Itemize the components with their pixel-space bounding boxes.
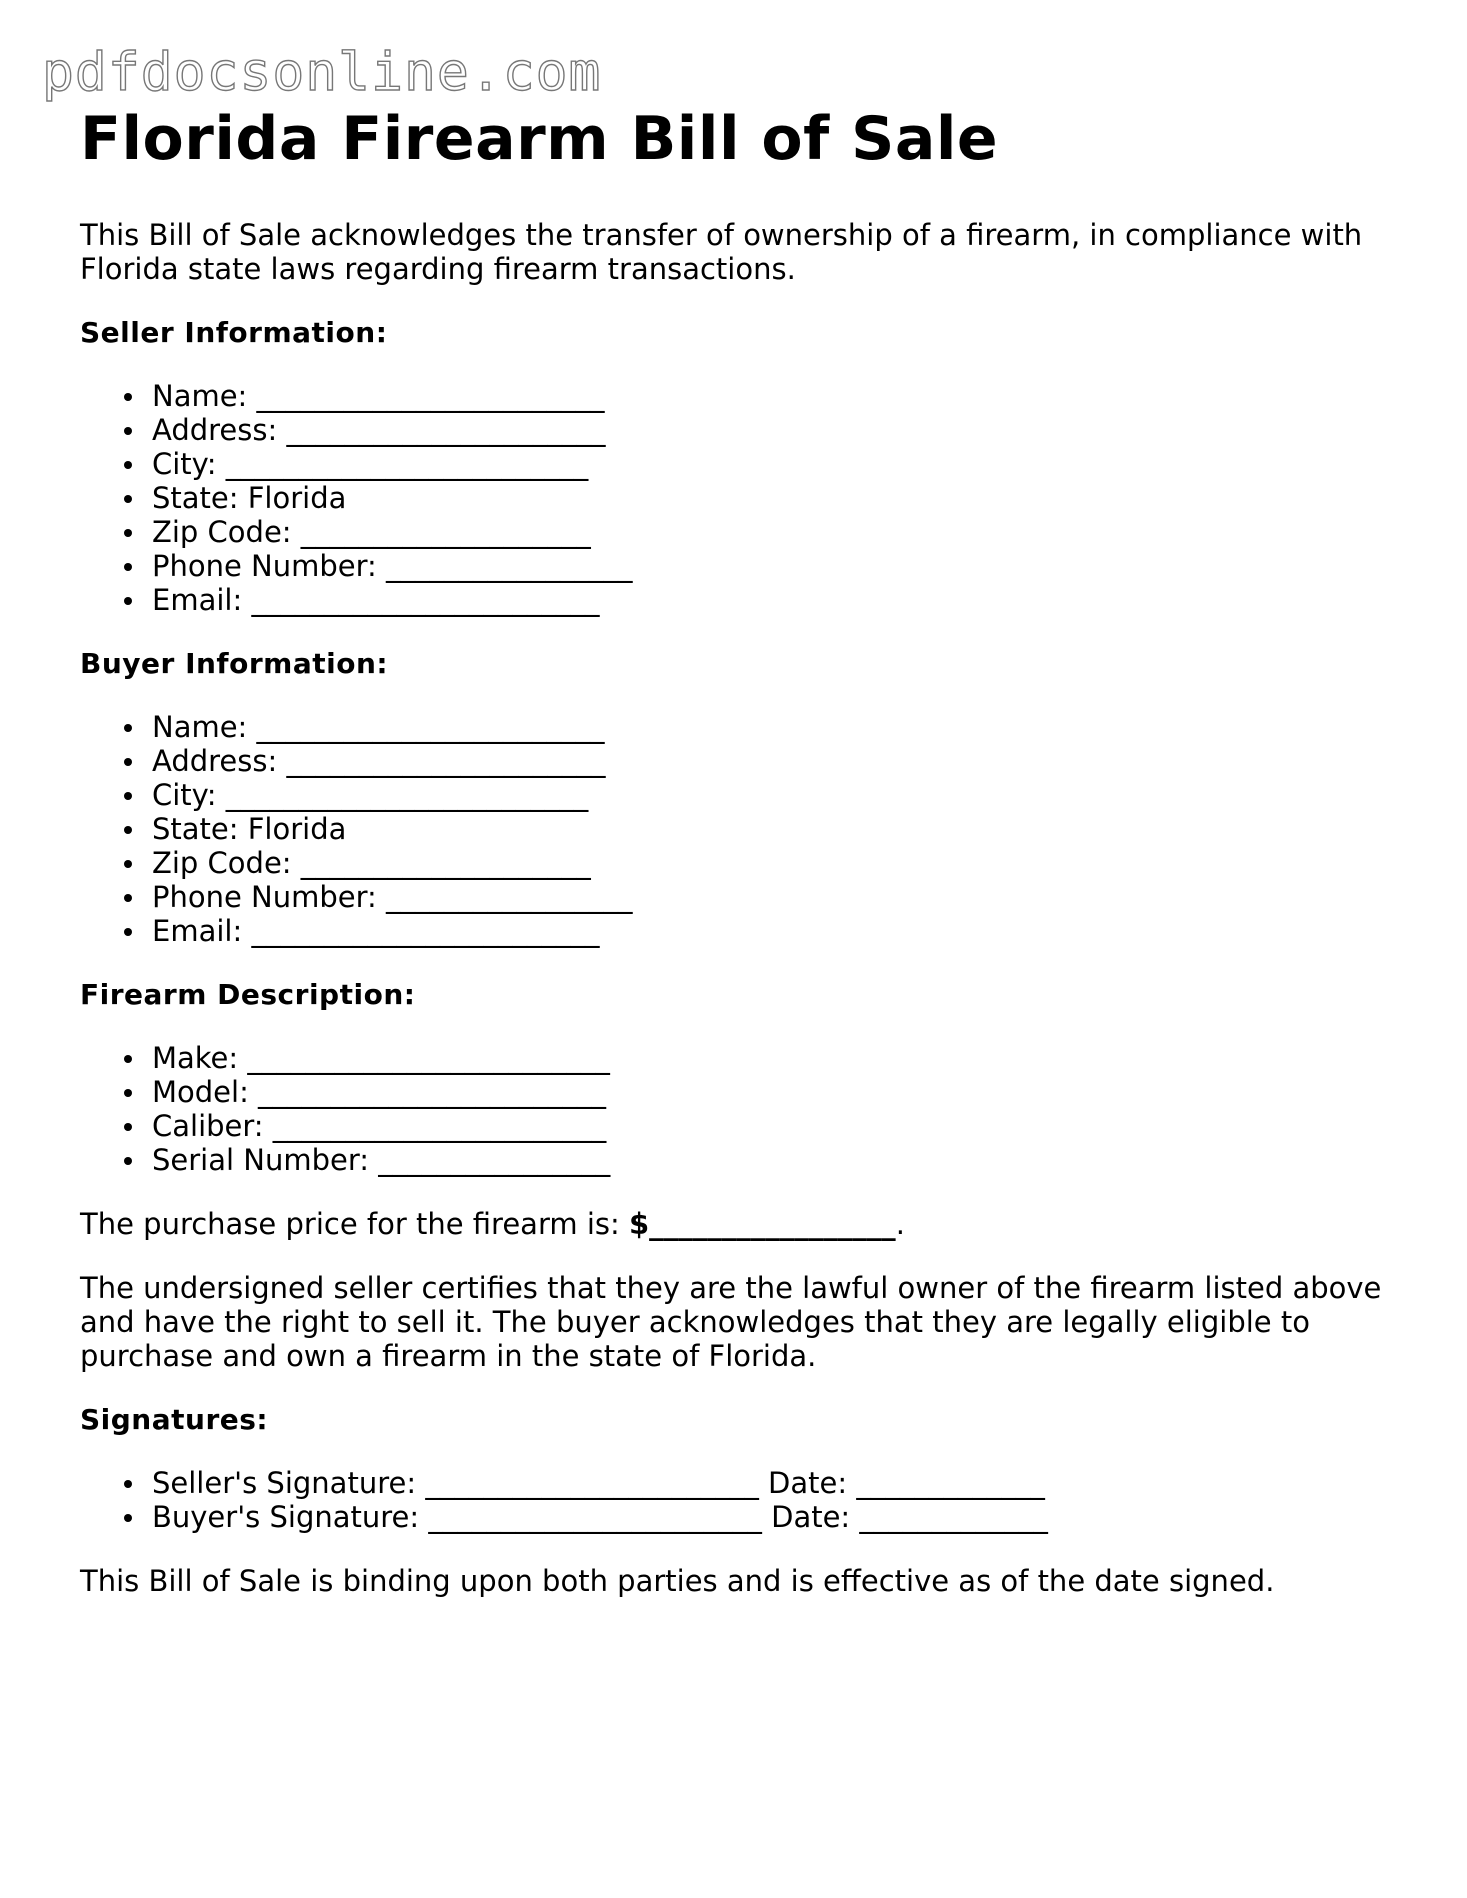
- seller-state-field: State: Florida: [152, 481, 1400, 515]
- buyer-address-field: Address: ______________________: [152, 744, 1400, 778]
- purchase-price-line: [80, 1207, 1400, 1241]
- purchase-price-text: The purchase price for the firearm is:: [80, 1207, 629, 1241]
- buyer-heading: Buyer Information:: [80, 647, 389, 680]
- buyer-fields-list: [80, 710, 1400, 948]
- seller-heading: Seller Information:: [80, 316, 388, 349]
- seller-zip-field: Zip Code: ____________________: [152, 515, 1400, 549]
- buyer-signature-line: Buyer's Signature: _______________________ Date: _____________: [152, 1500, 1400, 1534]
- seller-address-field: Address: ______________________: [152, 413, 1400, 447]
- seller-signature-line: Seller's Signature: _______________________ Date: _____________: [152, 1466, 1400, 1500]
- document-page: [80, 104, 1400, 1598]
- seller-city-field: City: _________________________: [152, 447, 1400, 481]
- signatures-list: [80, 1466, 1400, 1534]
- certification-paragraph: The undersigned seller certifies that they are the lawful owner of the firearm listed above and have the right to sell it. The buyer acknowledges that they are legally eligible to purchase and own a firearm in the state of Florida.: [80, 1271, 1382, 1373]
- purchase-price-amount: $_________________: [629, 1207, 896, 1241]
- seller-name-field: Name: ________________________: [152, 379, 1400, 413]
- buyer-phone-field: Phone Number: _________________: [152, 880, 1400, 914]
- buyer-zip-field: Zip Code: ____________________: [152, 846, 1400, 880]
- seller-fields-list: [80, 379, 1400, 617]
- signatures-heading: Signatures:: [80, 1403, 269, 1436]
- firearm-make-field: Make: _________________________: [152, 1041, 1400, 1075]
- purchase-price-end: .: [895, 1207, 905, 1241]
- buyer-email-field: Email: ________________________: [152, 914, 1400, 948]
- closing-paragraph: This Bill of Sale is binding upon both parties and is effective as of the date signed.: [80, 1564, 1275, 1598]
- firearm-caliber-field: Caliber: _______________________: [152, 1109, 1400, 1143]
- buyer-city-field: City: _________________________: [152, 778, 1400, 812]
- firearm-serial-field: Serial Number: ________________: [152, 1143, 1400, 1177]
- seller-email-field: Email: ________________________: [152, 583, 1400, 617]
- buyer-state-field: State: Florida: [152, 812, 1400, 846]
- buyer-name-field: Name: ________________________: [152, 710, 1400, 744]
- page-title: Florida Firearm Bill of Sale: [80, 104, 999, 174]
- firearm-heading: Firearm Description:: [80, 978, 416, 1011]
- seller-phone-field: Phone Number: _________________: [152, 549, 1400, 583]
- watermark-logo: pdfdocsonline.com: [42, 42, 602, 103]
- firearm-model-field: Model: ________________________: [152, 1075, 1400, 1109]
- firearm-fields-list: [80, 1041, 1400, 1177]
- intro-paragraph: This Bill of Sale acknowledges the transfer of ownership of a firearm, in compliance with Florida state laws regarding firearm transactions.: [80, 218, 1363, 286]
